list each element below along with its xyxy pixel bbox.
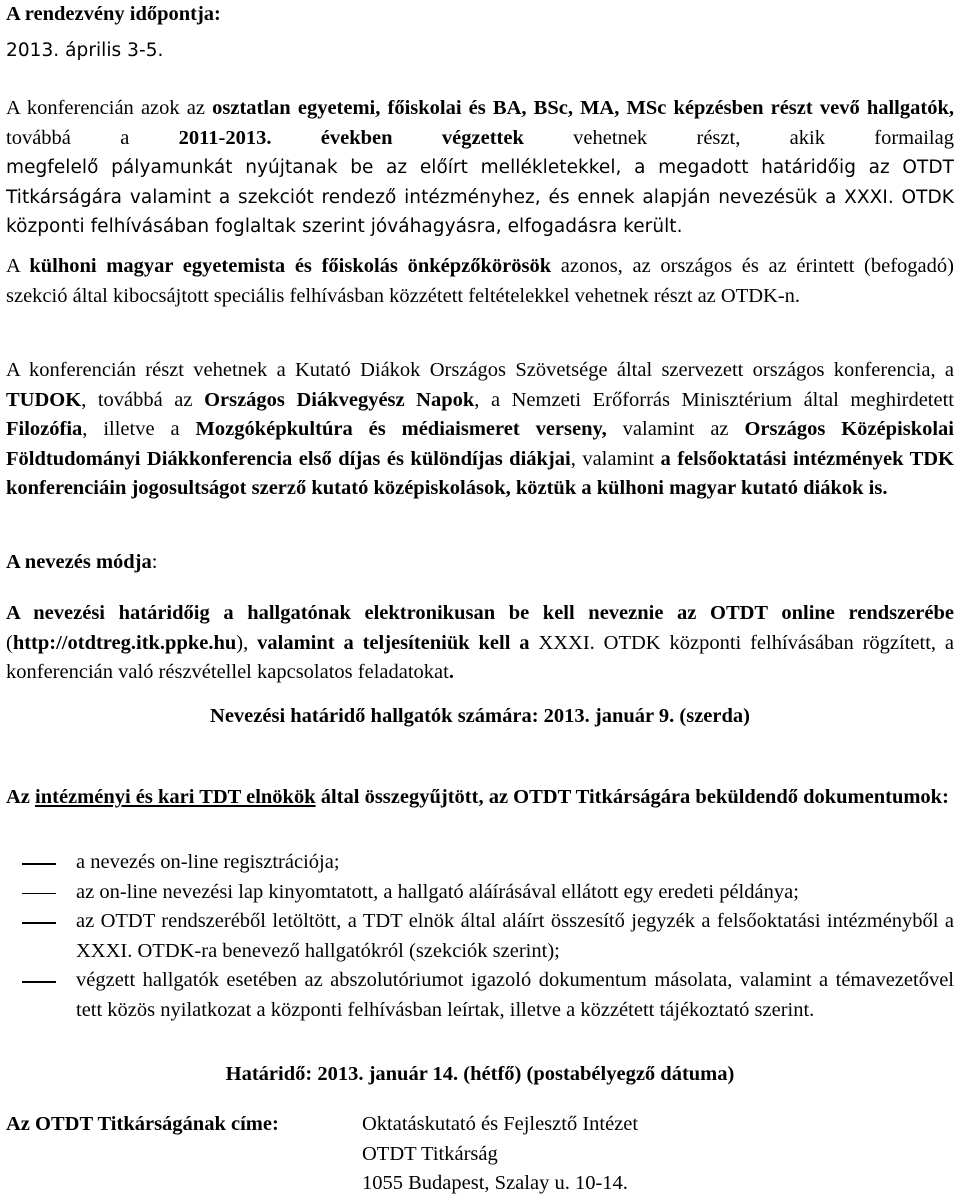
secretariat-address (6, 1110, 954, 1200)
foreign-students-paragraph: A külhoni magyar egyetemista és főiskolás önképzőkörösök azonos, az országos és az érintett (befogadó) szekció által kibocsájtott speciális felhívásban közzétett feltételekkel vehetnek részt az OTDK-n. (6, 255, 954, 307)
address-label: Az OTDT Titkárságának címe: (6, 1113, 279, 1135)
address-lines (362, 1110, 638, 1199)
documents-heading: Az intézményi és kari TDT elnökök által összegyűjtött, az OTDT Titkárságára beküldendő dokumentumok: (6, 786, 949, 808)
date-heading: A rendezvény időpontja: (6, 3, 221, 25)
registration-paragraph: A nevezési határidőig a hallgatónak elektronikusan be kell neveznie az OTDT online rendszerébe (http://otdtreg.itk.ppke.hu), valamint a teljesíteniük kell a XXXI. OTDK központi felhívásában rögzített, a konferencián való részvétellel kapcsolatos feladatokat. (6, 602, 954, 683)
list-item: az OTDT rendszeréből letöltött, a TDT elnök által aláírt összesítő jegyzék a felsőoktatási intézményből a XXXI. OTDK-ra benevező hallgatókról (szekciók szerint); (76, 910, 954, 962)
student-deadline: Nevezési határidő hallgatók számára: 2013. január 9. (szerda) (210, 705, 750, 727)
address-line: OTDT Titkárság (362, 1142, 498, 1165)
address-line: Oktatáskutató és Fejlesztő Intézet (362, 1113, 639, 1135)
eligibility-paragraph: A konferencián azok az osztatlan egyetemi, főiskolai és BA, BSc, MA, MSc képzésben részt vevő hallgatók, továbbá a 2011-2013. években végzettek vehetnek részt, akik formailag megfelelő pályamunkát nyújtanak be az előírt mellékletekkel, a megadott határidőig az OTDT Titkárságára valamint a szekciót rendező intézményhez, és ennek alapján nevezésük a XXXI. OTDK központi felhívásában foglaltak szerint jóváhagyásra, elfogadásra került. (6, 97, 954, 237)
list-item: az on-line nevezési lap kinyomtatott, a hallgató aláírásával ellátott egy eredeti példánya; (76, 880, 799, 903)
list-item: végzett hallgatók esetében az abszolutóriumot igazoló dokumentum másolata, valamint a témavezetővel tett közös nyilatkozat a központi felhívásban leírtak, illetve a közzétett tájékoztató szerint. (76, 969, 954, 1021)
secondary-school-paragraph: A konferencián részt vehetnek a Kutató Diákok Országos Szövetsége által szervezett országos konferencia, a TUDOK, továbbá az Országos Diákvegyész Napok, a Nemzeti Erőforrás Minisztérium által meghirdetett Filozófia, illetve a Mozgóképkultúra és médiaismeret verseny, valamint az Országos Középiskolai Földtudományi Diákkonferencia első díjas és különdíjas diákjai, valamint a felsőoktatási intézmények TDK konferenciáin jogosultságot szerző kutató középiskolások, köztük a külhoni magyar kutató diákok is. (6, 359, 954, 499)
documents-deadline: Határidő: 2013. január 14. (hétfő) (postabélyegző dátuma) (225, 1063, 735, 1085)
event-date: 2013. április 3-5. (6, 40, 164, 61)
documents-list (6, 848, 954, 1025)
method-heading: A nevezés módja: (6, 551, 158, 573)
address-line: 1055 Budapest, Szalay u. 10-14. (362, 1172, 628, 1194)
list-item: a nevezés on-line regisztrációja; (76, 851, 340, 873)
